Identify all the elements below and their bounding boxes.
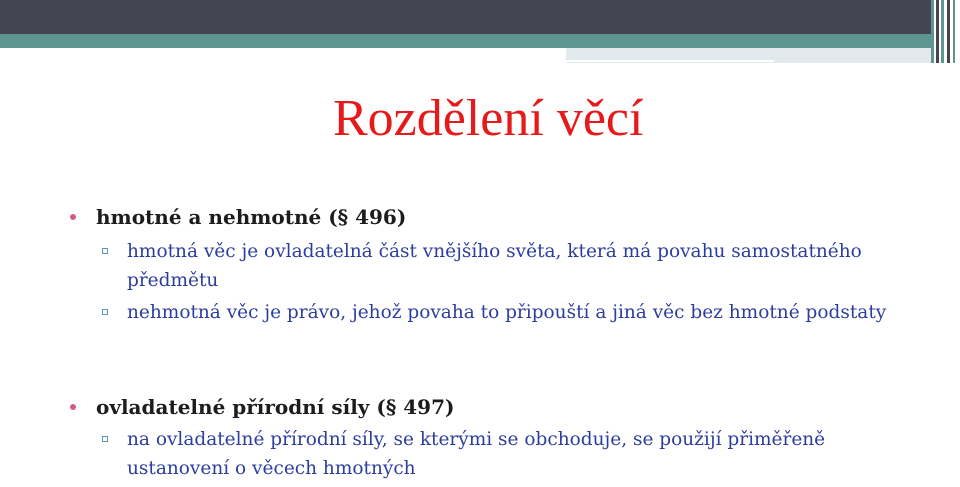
header-bar-dark [0, 0, 931, 34]
slide-title: Rozdělení věcí [333, 90, 644, 147]
square-bullet-icon [102, 436, 108, 442]
list-item-text: na ovladatelné přírodní síly, se kterými se obchoduje, se použijí přiměřeně ustanovení o věcech hmotných [127, 429, 826, 479]
square-bullet-icon [102, 248, 108, 254]
list-item-text: nehmotná věc je právo, jehož povaha to připouští a jiná věc bez hmotné podstaty [127, 302, 887, 323]
square-bullet-icon [102, 309, 108, 315]
header-bar-teal [0, 34, 931, 48]
header-stripe [953, 0, 955, 63]
header-stripe [941, 0, 944, 63]
bullet-dot-icon [70, 404, 76, 410]
header-stripe [931, 0, 934, 63]
bullet-dot-icon [70, 214, 76, 220]
header-divider-line [566, 60, 774, 62]
list-item-text: hmotná věc je ovladatelná část vnějšího světa, která má povahu samostatného předmětu [127, 241, 862, 291]
section-heading-text: hmotné a nehmotné (§ 496) [96, 205, 407, 229]
header-stripe [947, 0, 950, 63]
header-stripe [936, 0, 939, 63]
section-heading-text: ovladatelné přírodní síly (§ 497) [96, 395, 455, 419]
